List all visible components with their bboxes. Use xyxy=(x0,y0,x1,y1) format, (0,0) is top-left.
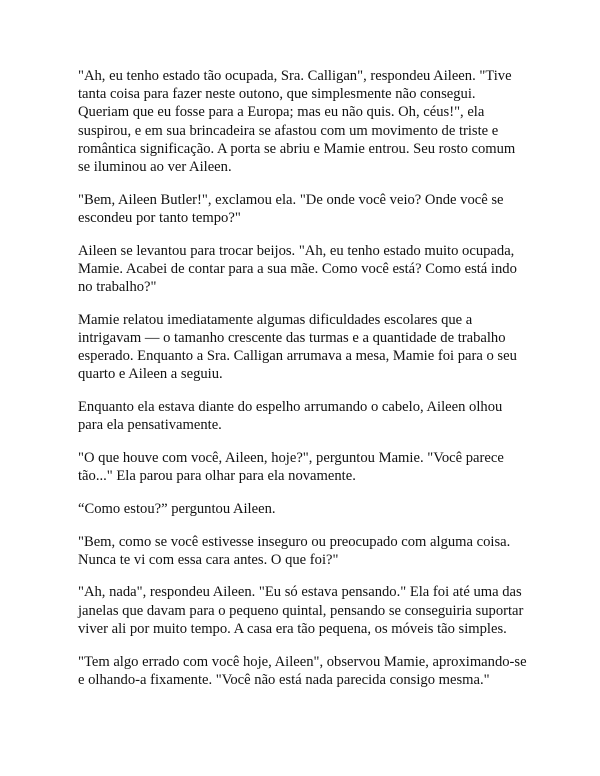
paragraph-7: “Como estou?” perguntou Aileen. xyxy=(78,500,276,517)
paragraph-9: "Ah, nada", respondeu Aileen. "Eu só estava pensando." Ela foi até uma das janelas que davam para o pequeno quintal, pensando se conseguiria suportar viver ali por muito tempo. A casa era tão pequena, os móveis tão simples. xyxy=(78,584,524,637)
paragraph-8: "Bem, como se você estivesse inseguro ou preocupado com alguma coisa. Nunca te vi com essa cara antes. O que foi?" xyxy=(78,533,511,568)
paragraph-5: Enquanto ela estava diante do espelho arrumando o cabelo, Aileen olhou para ela pensativamente. xyxy=(78,399,503,434)
paragraph-3: Aileen se levantou para trocar beijos. "Ah, eu tenho estado muito ocupada, Mamie. Acabei de contar para a sua mãe. Como você está? Como está indo no trabalho?" xyxy=(78,242,517,296)
paragraph-2: "Bem, Aileen Butler!", exclamou ela. "De onde você veio? Onde você se escondeu por tanto tempo?" xyxy=(78,191,504,226)
paragraph-1: "Ah, eu tenho estado tão ocupada, Sra. Calligan", respondeu Aileen. "Tive tanta coisa para fazer neste outono, que simplesmente não consegui. Queriam que eu fosse para a Europa; mas eu não quis. Oh, céus!", ela suspirou, e em sua brincadeira se afastou com um movimento de triste e romântica significação. A porta se abriu e Mamie entrou. Seu rosto comum se iluminou ao ver Aileen. xyxy=(78,68,516,176)
paragraph-6: "O que houve com você, Aileen, hoje?", perguntou Mamie. "Você parece tão..." Ela parou para olhar para ela novamente. xyxy=(78,449,504,485)
paragraph-10: "Tem algo errado com você hoje, Aileen", observou Mamie, aproximando-se e olhando-a fixamente. "Você não está nada parecida consigo mesma." xyxy=(78,653,527,688)
paragraph-4: Mamie relatou imediatamente algumas dificuldades escolares que a intrigavam — o tamanho crescente das turmas e a quantidade de trabalho esperado. Enquanto a Sra. Calligan arrumava a mesa, Mamie foi para o seu quarto e Aileen a seguiu. xyxy=(78,311,517,383)
document-page xyxy=(78,67,530,703)
